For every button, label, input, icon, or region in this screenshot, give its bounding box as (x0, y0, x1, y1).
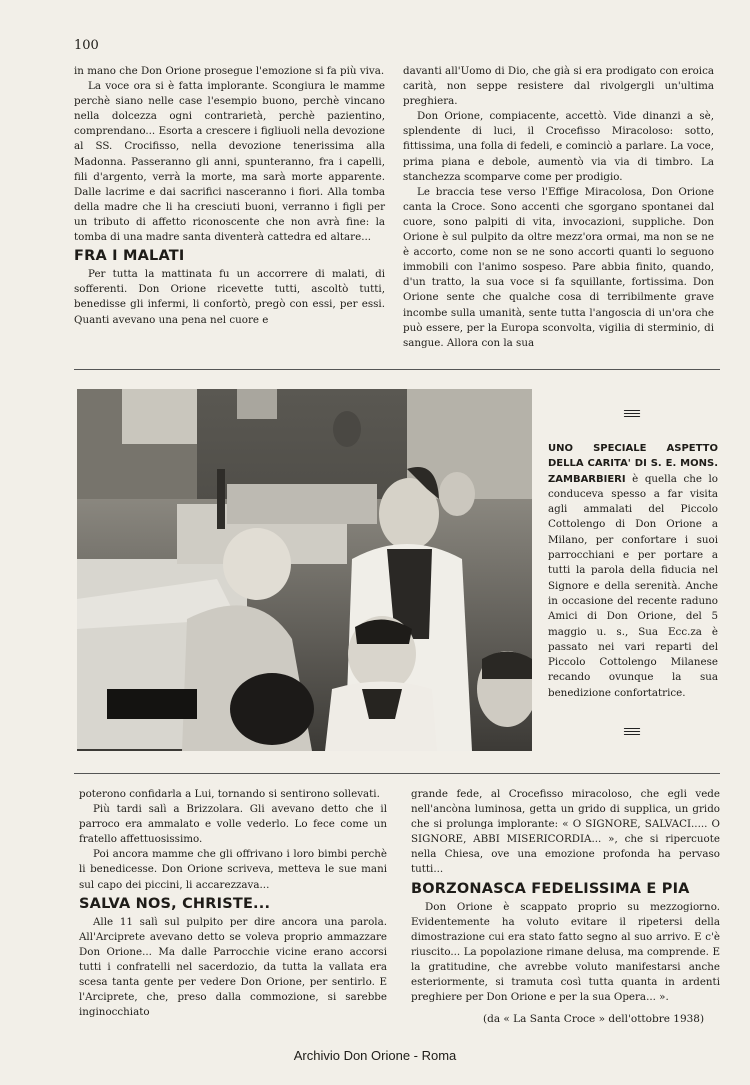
source-citation: (da « La Santa Croce » dell'ottobre 1938) (483, 1013, 705, 1025)
paragraph: Le braccia tese verso l'Effige Miracolosa, Don Orione canta la Croce. Sono accenti che sgorgano spontanei dal cuore, sono palpiti di vita, invocazioni, suppliche. Don Orione è sul pulpito da oltre mezz'ora ormai, ma non se ne è accorto, come non se ne sono accorti quanti lo seguono immobili con l'animo sospeso. Pare abbia finito, quando, d'un tratto, la sua voce si fa squillante, fortissima. Don Orione sente che qualche cosa di terribilmente grave incombe sulla umanità, sente tutta l'angoscia di un'ora che può essere, per la Europa sconvolta, vigilia di sterminio, di sangue. Allora con la sua (403, 185, 714, 349)
divider-top (74, 369, 720, 370)
paragraph: La voce ora si è fatta implorante. Scongiura le mamme perchè siano nelle case l'esempio buono, perchè vincano nella dolcezza ogni contrarietà, perchè pazientino, comprendano... Esorta a crescere i figliuoli nella devozione al SS. Crocifisso, nella devozione tenerissima alla Madonna. Passeranno gli anni, spunteranno, fra i capelli, fili d'argento, verrà la morte, ma sarà morte apparente. Dalle lacrime e dai sacrifici nasceranno i fiori. Alla tomba della madre che li ha cresciuti buoni, verranno i figli per un tributo di affetto riconoscente che non avrà fine: la tomba di una madre santa diventerà cattedra ed altare... (74, 80, 385, 244)
paragraph: Don Orione è scappato proprio su mezzogiorno. Evidentemente ha voluto evitare il ripetersi della dimostrazione cui era stato fatto segno al suo arrivo. E c'è riuscito... La popolazione rimane delusa, ma comprende. E la gratitudine, che avrebbe voluto manifestarsi anche esteriormente, si tramuta così tutta quanta in ardenti preghiere per Don Orione e per la sua Opera... ». (411, 900, 720, 1004)
bottom-right-column (411, 787, 720, 1005)
page-number: 100 (74, 38, 99, 53)
section-heading: SALVA NOS, CHRISTE... (79, 895, 271, 912)
divider-bottom (74, 773, 720, 774)
paragraph: in mano che Don Orione prosegue l'emozione si fa più viva. (74, 65, 385, 77)
top-right-column (403, 64, 714, 351)
caption-lead: UNO SPECIALE ASPETTO DELLA CARITA' DI S. E. MONS. ZAMBARBIERI (548, 443, 718, 485)
paragraph: Poi ancora mamme che gli offrivano i loro bimbi perchè li benedicesse. Don Orione scriveva, metteva le sue mani sul capo dei piccini, li accarezzava... (79, 848, 387, 891)
section-heading: FRA I MALATI (74, 248, 185, 265)
caption-text: è quella che lo conduceva spesso a far visita agli ammalati del Piccolo Cottolengo di Don Orione a Milano, per confortare i suoi parrocchiani e per portare a tutti la parola della fiducia nel Signore e della serenità. Anche in occasione del recente raduno Amici di Don Orione, del 5 maggio u. s., Sua Ecc.za è passato nei vari reparti del Piccolo Cottolengo Milanese recando ovunque la sua benedizione confortatrice. (548, 472, 718, 699)
bottom-left-column (79, 787, 387, 1020)
paragraph: poterono confidarla a Lui, tornando si sentirono sollevati. (79, 788, 380, 800)
photo-caption (548, 441, 718, 701)
decorative-mark (624, 410, 640, 419)
archive-footer: Archivio Don Orione - Roma (293, 1048, 457, 1063)
section-heading: BORZONASCA FEDELISSIMA E PIA (411, 880, 690, 897)
paragraph: Don Orione, compiacente, accettò. Vide dinanzi a sè, splendente di luci, il Crocefisso Miracoloso: sotto, fittissima, una folla di fedeli, e cominciò a parlare. La voce, prima piana e debole, aumentò via via di timbro. La stanchezza scomparve come per prodigio. (403, 110, 714, 183)
paragraph: grande fede, al Crocefisso miracoloso, che egli vede nell'ancòna luminosa, getta un grido di supplica, un grido che si prolunga implorante: « O SIGNORE, SALVACI..... O SIGNORE, ABBI MISERICORDIA... », che si ripercuote nella Chiesa, ove una emozione profonda ha pervaso tutti... (411, 788, 720, 876)
photo-illustration (77, 389, 532, 751)
paragraph: davanti all'Uomo di Dio, che già si era prodigato con eroica carità, non seppe resistere dal rivolgergli un'ultima preghiera. (403, 65, 714, 108)
decorative-mark (624, 728, 640, 737)
top-left-column (74, 64, 385, 328)
paragraph: Alle 11 salì sul pulpito per dire ancora una parola. All'Arciprete avevano detto se voleva proprio ammazzare Don Orione... Ma dalle Parrocchie vicine erano accorsi tutti i confratelli nel sacerdozio, da tutta la vallata era scesa tanta gente per vedere Don Orione, per sentirlo. E l'Arciprete, che, preso dalla commozione, si sarebbe inginocchiato (79, 915, 387, 1019)
paragraph: Per tutta la mattinata fu un accorrere di malati, di sofferenti. Don Orione ricevette tutti, ascoltò tutti, benedisse gli infermi, li confortò, pregò con essi, per essi. Quanti avevano una pena nel cuore e (74, 268, 385, 326)
photograph (77, 389, 532, 751)
paragraph: Più tardi salì a Brizzolara. Gli avevano detto che il parroco era ammalato e volle vederlo. Lo fece come un fratello affettuosissimo. (79, 803, 387, 846)
